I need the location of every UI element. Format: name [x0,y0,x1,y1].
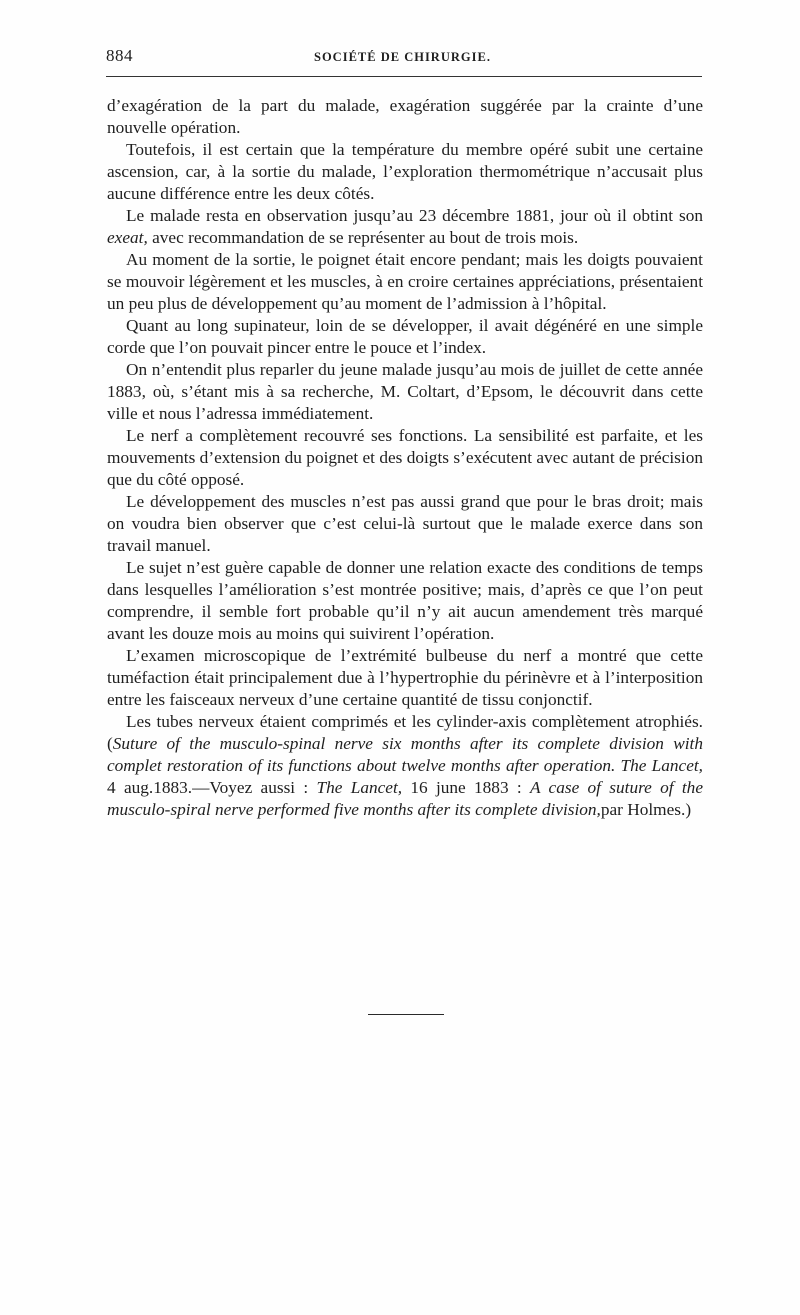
paragraph-6: On n’entendit plus reparler du jeune malade jusqu’au mois de juillet de cette année 1883, où, s’étant mis à sa recherche, M. Coltart, d’Epsom, le découvrit dans cette ville et nous l’adressa immédiatement. [107,360,703,423]
paragraph-10: L’examen microscopique de l’extrémité bulbeuse du nerf a montré que cette tuméfaction était principalement due à l’hypertrophie du périnèvre et à l’interposition entre les faisceaux nerveux d’une certaine quantité de tissu conjonctif. [107,646,703,709]
paragraph-11-text-c: 16 june 1883 : [402,778,530,797]
paragraph-8: Le développement des muscles n’est pas aussi grand que pour le bras droit; mais on voudra bien observer que c’est celui-là surtout que le malade exerce dans son travail manuel. [107,492,703,555]
paragraph-4: Au moment de la sortie, le poignet était encore pendant; mais les doigts pouvaient se mouvoir légèrement et les muscles, à en croire certaines appréciations, présentaient un peu plus de développement qu’au moment de l’admission à l’hôpital. [107,250,703,313]
paragraph-5: Quant au long supinateur, loin de se développer, il avait dégénéré en une simple corde que l’on pouvait pincer entre le pouce et l’index. [107,316,703,357]
paragraph-11 [107,711,703,821]
running-title: SOCIÉTÉ DE CHIRURGIE. [314,50,491,64]
paragraph-11-text-a: Les tubes nerveux étaient comprimés et les cylinder-axis complètement atrophiés. ( [107,712,703,753]
paragraph-11-text-b: 4 aug.1883.—Voyez aussi : [107,778,317,797]
citation-article-title: Suture of the musculo-spinal nerve six months after its complete division with complet restoration of its functions about twelve months after operation. The Lancet, [107,734,703,775]
citation-journal: The Lancet, [316,778,403,797]
paragraph-3-text-b: avec recommandation de se représenter au bout de trois mois. [147,228,579,247]
end-rule [368,1014,444,1015]
paragraph-2: Toutefois, il est certain que la température du membre opéré subit une certaine ascension, car, à la sortie du malade, l’exploration thermométrique n’accusait plus aucune différence entre les deux côtés. [107,140,703,203]
header-rule [106,76,702,77]
paragraph-3 [107,205,703,249]
paragraph-1: d’exagération de la part du malade, exagération suggérée par la crainte d’une nouvelle opération. [107,96,703,137]
running-head [106,46,702,72]
paragraph-3-italic: exeat, [107,228,148,247]
body-text [107,95,703,821]
paragraph-9: Le sujet n’est guère capable de donner une relation exacte des conditions de temps dans lesquelles l’amélioration s’est montrée positive; mais, d’après ce que l’on peut comprendre, il semble fort probable qu’il n’y ait aucun amendement très marqué avant les douze mois au moins qui suivirent l’opération. [107,558,703,643]
citation-case-title: A case of suture of the musculo-spiral nerve performed five months after its complete division, [107,778,703,819]
paragraph-11-text-d: par Holmes.) [600,800,692,819]
paragraph-3-text-a: Le malade resta en observation jusqu’au 23 décembre 1881, jour où il obtint son [126,206,703,225]
paragraph-7: Le nerf a complètement recouvré ses fonctions. La sensibilité est parfaite, et les mouvements d’extension du poignet et des doigts s’exécutent avec autant de précision que du côté opposé. [107,426,703,489]
page-number: 884 [106,46,133,65]
